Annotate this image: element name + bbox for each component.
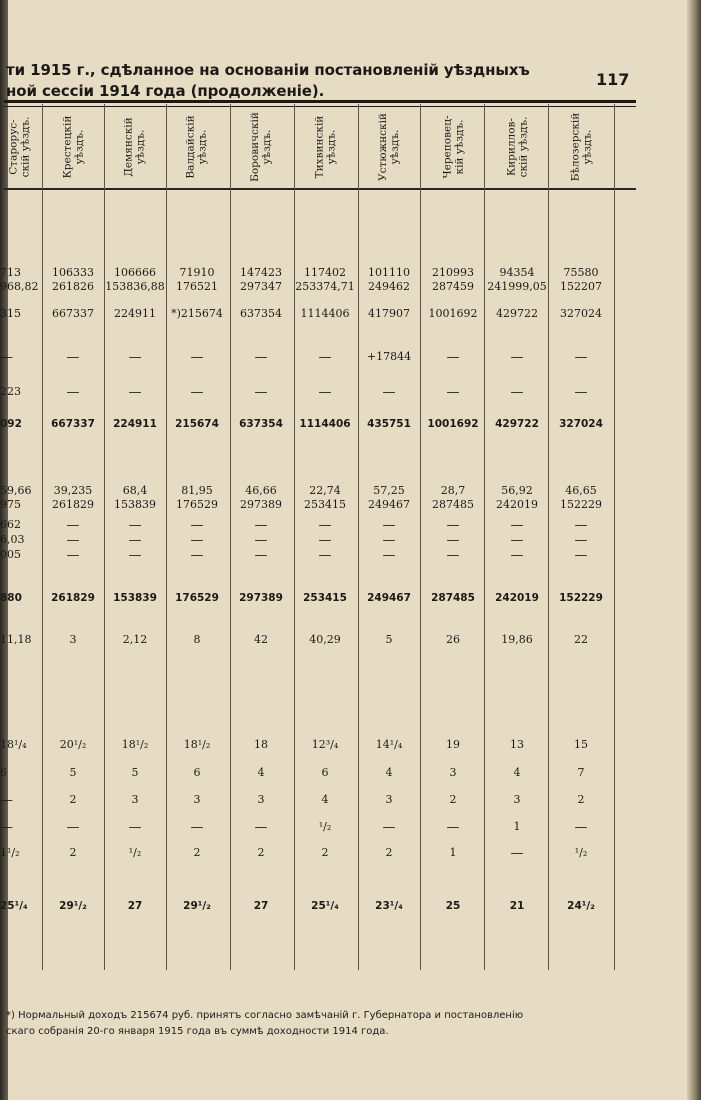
table-cell: *)215674 (171, 307, 223, 320)
table-cell: — (318, 385, 332, 400)
table-cell: 25 (445, 900, 461, 912)
header-line-2: ной сессiи 1914 года (продолженiе). (6, 82, 325, 100)
column-header-label: Бѣлозерскiй уѣздъ. (569, 112, 594, 182)
table-cell: — (66, 548, 80, 563)
column-header-label: Кириллов- скiй уѣздъ. (504, 116, 529, 178)
table-cell: — (66, 350, 80, 365)
table-cell: 29¹/₂ (59, 900, 87, 912)
table-cell: 21 (509, 900, 525, 912)
table-cell: — (318, 350, 332, 365)
table-cell: — (66, 533, 80, 548)
table-cell: 429722 (495, 418, 539, 430)
table-cell: 5 (69, 766, 77, 779)
table-cell: 242019 (495, 592, 539, 604)
table-cell: 8 (193, 633, 201, 646)
table-cell: 152207 (560, 280, 602, 293)
table-cell: 18¹/₄ (0, 738, 27, 751)
table-cell: 14¹/₄ (375, 738, 403, 751)
table-cell: 7 (577, 766, 585, 779)
table-cell: 297389 (240, 498, 282, 511)
table-cell: 46,66 (245, 484, 277, 497)
table-header-rule (4, 188, 636, 190)
table-cell: 3 (193, 793, 201, 806)
table-cell: 6 (193, 766, 201, 779)
table-cell: — (0, 350, 13, 365)
table-cell: — (446, 548, 460, 563)
table-cell: 215674 (175, 418, 219, 430)
table-cell: 22,74 (309, 484, 341, 497)
table-cell: 18¹/₂ (183, 738, 211, 751)
table-cell: 2,12 (122, 633, 148, 646)
table-cell: 29¹/₂ (183, 900, 211, 912)
table-cell: 667337 (51, 418, 95, 430)
table-cell: 20¹/₂ (59, 738, 87, 751)
table-cell: 81,95 (181, 484, 213, 497)
column-header (230, 108, 292, 186)
table-cell: 4 (257, 766, 265, 779)
table-cell: 1 (449, 846, 457, 859)
table-cell: 2 (449, 793, 457, 806)
table-cell: 176529 (175, 592, 219, 604)
table-cell: — (128, 350, 142, 365)
table-cell: — (574, 820, 588, 835)
table-cell: — (254, 820, 268, 835)
table-cell: 57,25 (373, 484, 405, 497)
table-cell: 101110 (368, 266, 410, 279)
table-cell: 4 (513, 766, 521, 779)
table-cell: 261826 (52, 280, 94, 293)
table-cell: 223 (0, 385, 21, 398)
table-cell: 1114406 (300, 307, 350, 320)
table-cell: 429722 (496, 307, 538, 320)
column-header-label: Демянскiй уѣздъ. (123, 117, 147, 177)
table-cell: 224911 (113, 418, 157, 430)
table-cell: 315 (0, 307, 21, 320)
table-cell: — (0, 793, 13, 808)
table-cell: 1114406 (299, 418, 351, 430)
table-cell: — (382, 820, 396, 835)
column-header (42, 108, 104, 186)
table-cell: 242019 (496, 498, 538, 511)
table-cell: 3 (257, 793, 265, 806)
table-cell: 2 (193, 846, 201, 859)
table-cell: — (254, 350, 268, 365)
table-cell: 667337 (52, 307, 94, 320)
table-cell: 106333 (52, 266, 94, 279)
table-cell: 18 (254, 738, 268, 751)
page-number: 117 (596, 70, 630, 89)
table-cell: — (190, 385, 204, 400)
table-cell: 241999,05 (487, 280, 547, 293)
table-top-rule (4, 100, 636, 103)
table-cell: 287485 (431, 592, 475, 604)
footnote-line-2: скаго собранiя 20-го января 1915 года въ суммѣ доходности 1914 года. (6, 1026, 389, 1037)
table-cell: 3 (449, 766, 457, 779)
table-cell: — (254, 548, 268, 563)
table-cell: — (446, 385, 460, 400)
table-cell: — (574, 385, 588, 400)
table-cell: 2 (69, 793, 77, 806)
table-top-rule-thin (4, 106, 636, 107)
table-cell: 713 (0, 266, 21, 279)
table-cell: 176529 (176, 498, 218, 511)
footnote-line-1: *) Нормальный доходъ 215674 руб. принятъ согласно замѣчанiй г. Губернатора и постановленiю (6, 1010, 524, 1021)
table-cell: — (66, 820, 80, 835)
table-cell: 56,92 (501, 484, 533, 497)
table-cell: 13 (510, 738, 524, 751)
table-cell: 176521 (176, 280, 218, 293)
footnote (6, 1008, 626, 1040)
table-cell: 6,03 (0, 533, 25, 546)
column-header (104, 108, 166, 186)
table-cell: 153839 (114, 498, 156, 511)
column-header-label: Устюжнскiй уѣздъ. (377, 113, 402, 181)
table-cell: 327024 (560, 307, 602, 320)
table-cell: 261829 (52, 498, 94, 511)
table-cell: — (190, 518, 204, 533)
header-line-1: ти 1915 г., сдѣланное на основанiи постановленiй уѣздныхъ (6, 61, 530, 79)
table-cell: — (510, 350, 524, 365)
table-cell: 153836,88 (105, 280, 165, 293)
table-cell: 224911 (114, 307, 156, 320)
table-cell: — (254, 518, 268, 533)
table-cell: 6 (321, 766, 329, 779)
table-cell: ¹/₂ (128, 846, 142, 859)
table-cell: 249467 (367, 592, 411, 604)
table-cell: — (382, 518, 396, 533)
table-cell: 968,82 (0, 280, 39, 293)
table-cell: — (128, 820, 142, 835)
table-cell: 417907 (368, 307, 410, 320)
table-cell: 3 (385, 793, 393, 806)
table-cell: — (66, 518, 80, 533)
table-cell: 1¹/₂ (0, 846, 20, 859)
column-header-label: Череповец- кiй уѣздъ. (441, 115, 466, 179)
table-cell: 27 (127, 900, 143, 912)
table-cell: — (510, 846, 524, 861)
table-cell: 39,235 (53, 484, 93, 497)
table-cell: 152229 (559, 592, 603, 604)
table-cell: 4 (385, 766, 393, 779)
table-cell: 15 (574, 738, 588, 751)
table-cell: 11,18 (0, 633, 32, 646)
table-cell: 1001692 (428, 307, 478, 320)
column-header (358, 108, 420, 186)
table-cell: — (382, 533, 396, 548)
table-cell: 287459 (432, 280, 474, 293)
table-cell: — (190, 820, 204, 835)
table-cell: — (510, 533, 524, 548)
table-cell: — (190, 548, 204, 563)
table-cell: — (318, 518, 332, 533)
table-cell: 092 (0, 418, 22, 430)
table-cell: 152229 (560, 498, 602, 511)
table-cell: 6 (0, 766, 7, 779)
table-cell: 1 (513, 820, 521, 833)
table-cell: 12³/₄ (311, 738, 339, 751)
table-cell: — (318, 533, 332, 548)
table-cell: 253374,71 (295, 280, 355, 293)
table-cell: 2 (321, 846, 329, 859)
table-cell: 22 (574, 633, 588, 646)
table-cell: 24¹/₂ (567, 900, 595, 912)
table-cell: 25¹/₄ (311, 900, 339, 912)
table-cell: ¹/₂ (318, 820, 332, 833)
table-cell: +17844 (366, 350, 412, 363)
table-cell: — (446, 533, 460, 548)
table-cell: — (254, 533, 268, 548)
page-header (6, 60, 566, 102)
table-cell: 2 (257, 846, 265, 859)
table-cell: 94354 (499, 266, 535, 279)
table-cell: — (128, 518, 142, 533)
table-cell: 147423 (240, 266, 282, 279)
table-cell: 19,86 (501, 633, 533, 646)
table-cell: 327024 (559, 418, 603, 430)
column-header (166, 108, 228, 186)
table-cell: 25¹/₄ (0, 900, 28, 912)
table-cell: — (446, 518, 460, 533)
table-cell: 106666 (114, 266, 156, 279)
table-cell: 42 (254, 633, 268, 646)
column-header-label: Валдайскiй уѣздъ. (185, 115, 210, 179)
table-cell: 46,65 (565, 484, 597, 497)
table-cell: 880 (0, 592, 22, 604)
table-cell: — (510, 548, 524, 563)
table-cell: — (0, 820, 13, 835)
table-cell: — (510, 518, 524, 533)
table-cell: 4 (321, 793, 329, 806)
table-cell: 249467 (368, 498, 410, 511)
table-cell: 28,7 (440, 484, 466, 497)
table-cell: 153839 (113, 592, 157, 604)
table-cell: 2 (69, 846, 77, 859)
table-cell: 253415 (304, 498, 346, 511)
table-cell: 975 (0, 498, 21, 511)
table-cell: 23¹/₄ (375, 900, 403, 912)
column-divider (548, 104, 549, 970)
table-cell: 249462 (368, 280, 410, 293)
table-cell: 3 (69, 633, 77, 646)
table-cell: — (66, 385, 80, 400)
table-cell: 5 (385, 633, 393, 646)
table-cell: 2 (577, 793, 585, 806)
table-cell: 253415 (303, 592, 347, 604)
table-cell: — (510, 385, 524, 400)
column-header-label: Старорус- скiй уѣздъ. (6, 116, 31, 178)
table-cell: 3 (131, 793, 139, 806)
table-cell: 297389 (239, 592, 283, 604)
table-cell: 40,29 (309, 633, 341, 646)
table-cell: 210993 (432, 266, 474, 279)
table-cell: — (574, 350, 588, 365)
table-cell: 662 (0, 518, 21, 531)
table-cell: 68,4 (122, 484, 148, 497)
table-cell: 117402 (304, 266, 346, 279)
table-cell: 5 (131, 766, 139, 779)
table-cell: 005 (0, 548, 21, 561)
column-header-label: Крестецкiй уѣздъ. (61, 115, 86, 179)
table-cell: 435751 (367, 418, 411, 430)
table-cell: 75580 (563, 266, 599, 279)
table-cell: — (382, 385, 396, 400)
table-cell: — (574, 548, 588, 563)
table-cell: — (128, 533, 142, 548)
column-divider (614, 104, 615, 970)
table-cell: 297347 (240, 280, 282, 293)
table-cell: — (254, 385, 268, 400)
table-cell: 3 (513, 793, 521, 806)
table-cell: — (382, 548, 396, 563)
table-cell: 261829 (51, 592, 95, 604)
table-cell: — (190, 533, 204, 548)
column-header (422, 108, 484, 186)
table-cell: — (128, 548, 142, 563)
table-cell: — (128, 385, 142, 400)
table-cell: 19 (446, 738, 460, 751)
table-cell: ¹/₂ (574, 846, 588, 859)
table-cell: 18¹/₂ (121, 738, 149, 751)
table-cell: 637354 (240, 307, 282, 320)
table-cell: 1001692 (427, 418, 479, 430)
column-header-label: Тихвинскiй уѣздъ. (313, 115, 338, 179)
table-cell: 27 (253, 900, 269, 912)
table-cell: — (574, 518, 588, 533)
table-cell: — (574, 533, 588, 548)
column-header (294, 108, 356, 186)
table-cell: 59,66 (0, 484, 32, 497)
column-header-label: Боровичскiй уѣздъ. (249, 112, 274, 182)
column-divider (420, 104, 421, 970)
column-header (550, 108, 612, 186)
table-cell: 637354 (239, 418, 283, 430)
table-cell: 71910 (179, 266, 215, 279)
table-cell: 26 (446, 633, 460, 646)
table-cell: — (318, 548, 332, 563)
table-cell: — (446, 350, 460, 365)
column-header (486, 108, 548, 186)
table-cell: — (190, 350, 204, 365)
table-cell: — (446, 820, 460, 835)
column-divider (484, 104, 485, 970)
page-edge-shadow (687, 0, 701, 1100)
table-cell: 287485 (432, 498, 474, 511)
table-cell: 2 (385, 846, 393, 859)
